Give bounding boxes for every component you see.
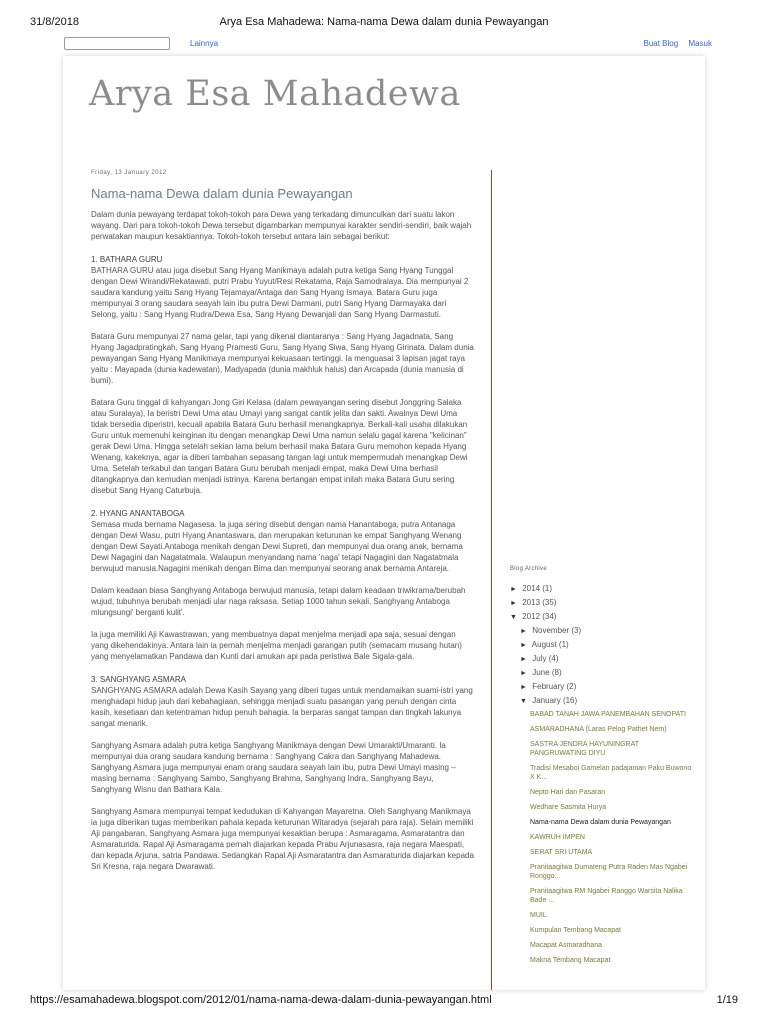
toggle-arrow-icon[interactable]: ▼	[520, 698, 527, 705]
print-footer	[30, 994, 738, 1008]
archive-post-link[interactable]: Pranitaagitwa RM Ngabei Ranggo Warsita Nalika Bade ...	[530, 888, 683, 904]
archive-post-current[interactable]: Nama-nama Dewa dalam dunia Pewayangan	[530, 819, 671, 826]
archive-post-link[interactable]: Pranitaagitwa Dumateng Putra Raden Mas Ngabei Ronggo...	[530, 864, 688, 880]
post-paragraph: Batara Guru tinggal di kahyangan Jong Giri Kelasa (dalam pewayangan sering disebut Jonggring Salaka atau Suralaya), Ia beristri Dewi Uma atau Umayi yang sangat cantik jelita dan sakti. Awalnya Dewi Uma tidak bersedia diperistri, kecuali apabila Batara Guru berhasil menangkapnya. Berkali-kali usaha dilakukan Guru untuk memenuhi keinginan itu dengan menangkap Dewi Uma namun selalu gagal karena "kelicinan" gerak Dewi Uma. Hingga setelah sekian lama belum berhasil maka Batara Guru memohon kepada Hyang Wenang, kakeknya, agar ia diberi tambahan sepasang tangan lagi untuk mempermudah menangkap Dewi Uma. Setelah terkabul dan tangan Batara Guru berubah menjadi empat, maka Dewi Uma berhasil ditangkapnya dan kemudian menjadi istrinya. Karena bertangan empat inilah maka Batara Guru sering disebut Sang Hyang Caturbuja.	[91, 398, 468, 495]
archive-months	[510, 624, 695, 708]
archive-month-label[interactable]: June	[532, 668, 550, 677]
post-paragraph: Sanghyang Asmara adalah putra ketiga Sanghyang Manikmaya dengan Dewi Umarakti/Umaranti. Ia mempunyai dua orang saudara kandung bernama : Sanghyang Cakra dan Sanghyang Mahadewa. Sanghyang Asmara juga mempunyai enam orang saudara seayah lain ibu, putra Dewi Umayi masing – masing bernama : Sanghyang Sambo, Sanghyang Brahma, Sanghyang Indra, Sanghyang Bayu, Sanghyang Wisnu dan Bathara Kala.	[91, 741, 456, 794]
archive-year-label[interactable]: 2014	[522, 584, 541, 593]
navbar-search-input[interactable]	[64, 37, 170, 50]
archive-count: (35)	[542, 598, 557, 607]
blogger-navbar	[56, 34, 712, 54]
print-page-number: 1/19	[716, 994, 738, 1006]
archive-post-list	[510, 710, 695, 965]
archive-post-link[interactable]: SERAT SRI UTAMA	[530, 849, 593, 856]
archive-post-link[interactable]: Macapat Asmaradhana	[530, 942, 602, 949]
post-paragraph: SANGHYANG ASMARA adalah Dewa Kasih Sayang yang diberi tugas untuk mendamaikan suami-istri yang menghadapi hidup jauh dari kebahagiaan, sehingga menjadi suatu pasangan yang penuh dengan cinta kasih, kesetiaan dan ketentraman hidup penuh bahagia. Ia berparas sangat tampan dan tingkah lakunya sangat menarik.	[91, 686, 473, 728]
archive-month-label[interactable]: November	[532, 626, 570, 635]
archive-year-label[interactable]: 2012	[522, 612, 541, 621]
archive-year-label[interactable]: 2013	[522, 598, 541, 607]
toggle-arrow-icon[interactable]: ►	[520, 642, 527, 649]
section-heading: 1. BATHARA GURU	[91, 255, 163, 264]
archive-count: (2)	[566, 682, 577, 691]
archive-heading: Blog Archive	[510, 566, 547, 572]
blog-post	[91, 170, 475, 883]
archive-post-link[interactable]: BABAD TANAH JAWA PANEMBAHAN SENOPATI	[530, 711, 686, 718]
archive-month[interactable]	[520, 652, 695, 666]
print-date: 31/8/2018	[30, 16, 79, 28]
archive-post-link[interactable]: Makna Tembang Macapat	[530, 957, 611, 964]
archive-count: (3)	[571, 626, 582, 635]
toggle-arrow-icon[interactable]: ►	[520, 628, 527, 635]
section-heading: 2. HYANG ANANTABOGA	[91, 509, 185, 518]
post-date: Friday, 13 January 2012	[91, 170, 167, 176]
print-title: Arya Esa Mahadewa: Nama-nama Dewa dalam dunia Pewayangan	[219, 16, 549, 28]
post-title[interactable]: Nama-nama Dewa dalam dunia Pewayangan	[91, 186, 353, 201]
archive-post-link[interactable]: Wedhare Sasmita Hurya	[530, 804, 607, 811]
print-url: https://esamahadewa.blogspot.com/2012/01/nama-nama-dewa-dalam-dunia-pewayangan.html	[30, 994, 492, 1006]
archive-count: (4)	[548, 654, 559, 663]
archive-month[interactable]	[520, 638, 695, 652]
archive-month-label[interactable]: July	[532, 654, 547, 663]
archive-post-link[interactable]: KAWRUH IMPEN	[530, 834, 585, 841]
archive-post-link[interactable]: ASMARADHANA (Laras Pelog Pathet Nem)	[530, 726, 667, 733]
create-blog-link[interactable]: Buat Blog	[643, 39, 679, 48]
archive-month-label[interactable]: August	[531, 640, 557, 649]
print-header	[30, 16, 738, 30]
archive-month[interactable]	[520, 666, 695, 680]
archive-year-2012[interactable]	[510, 610, 695, 624]
post-paragraph: Semasa muda bernama Nagasesa. Ia juga sering disebut dengan nama Hanantaboga, putra Antanaga dengan Dewi Wasu, putri Hyang Anantaswara, dan merupakan keturunan ke empat Sanghyang Wenang dengan Dewi Sayati.Antaboga menikah dengan Dewi Supreti, dan mempunyai dua orang anak, bernama Dewi Nagagini dan Nagatatmala. Walaupun menyandang nama 'naga' tetapi Nagagini dan Nagatatmala berwujud manusia.Nagagini menikah dengan Bima dan mempunyai seorang anak bernama Antareja.	[91, 520, 463, 573]
archive-count: (1)	[558, 640, 569, 649]
toggle-arrow-icon[interactable]: ►	[510, 600, 517, 607]
archive-month[interactable]	[520, 680, 695, 694]
blog-archive-sidebar	[510, 566, 695, 971]
archive-post-link[interactable]: MUIL	[530, 912, 547, 919]
archive-count: (8)	[551, 668, 562, 677]
post-paragraph: Batara Guru mempunyai 27 nama gelar, tapi yang dikenal diantaranya : Sang Hyang Jagadnata, Sang Hyang Jagadpratingkah, Sang Hyang Pramesti Guru, Sang Hyang Siwa, Sang Hyang Girinata. Dalam dunia pewayangan Sang Hyang Manikmaya mempunyai kekuasaan tertinggi. Ia menguasai 3 lapisan jagat raya yaitu : Mayapada (dunia kadewatan), Madyapada (dunia makhluk halus) dan Arcapada (dunia manusia di bumi).	[91, 332, 474, 385]
post-body	[91, 209, 475, 872]
archive-post-link[interactable]: SASTRA JENDRA HAYUNINGRAT PANGRUWATING DIYU	[530, 741, 639, 757]
archive-count: (34)	[542, 612, 557, 621]
toggle-arrow-icon[interactable]: ►	[520, 684, 527, 691]
post-paragraph: Dalam keadaan biasa Sanghyang Antaboga berwujud manusia, tetapi dalam keadaan triwikrama/berubah wujud, tubuhnya berubah menjadi ular naga raksasa. Setiap 1000 tahun sekali, Sanghyang Antaboga mlungsungi' berganti kulit'.	[91, 586, 466, 617]
archive-post-link[interactable]: Kumpulan Tembang Macapat	[530, 927, 621, 934]
toggle-arrow-icon[interactable]: ►	[520, 656, 527, 663]
intro-paragraph: Dalam dunia pewayang terdapat tokoh-tokoh para Dewa yang terkadang dimunculkan dari suatu lakon wayang. Dari para tokoh-tokoh Dewa tersebut digambarkan mempunyai karakter sendiri-sendiri, baik wajah perwatakan maupun kesaktiannya. Tokoh-tokoh tersebut antara lain sebagai berikut:	[91, 210, 472, 241]
column-divider	[491, 170, 492, 990]
blog-title[interactable]: Arya Esa Mahadewa	[89, 74, 461, 114]
navbar-more-link[interactable]: Lainnya	[190, 39, 219, 48]
archive-month-label[interactable]: January	[532, 696, 561, 705]
archive-post-link[interactable]: Nepto Hari dan Pasaran	[530, 789, 606, 796]
archive-month-label[interactable]: February	[532, 682, 565, 691]
post-paragraph: Sanghyang Asmara mempunyai tempat kedudukan di Kahyangan Mayaretna. Oleh Sanghyang Manikmaya ia juga diberikan tugas memberikan pahala kepada keturunan Witaradya (sejarah para raja). Selain memiliki Aji pangabaran, Sanghyang Asmara juga mempunyai kesaktian berupa : Asmaragama, Asmaratantra dan Asmaraturida. Rapal Aji Asmaragama pernah diajarkan kepada Prabu Arjunasasra, raja negara Maespati, dan kepada Arjuna, satria Pandawa. Sedangkan Rapal Aji Asmaratantra dan Asmaraturida diajarkan kepada Sri Kresna, raja negara Dwarawati.	[91, 807, 474, 871]
sign-in-link[interactable]: Masuk	[688, 39, 712, 48]
archive-count: (1)	[542, 584, 553, 593]
archive-month[interactable]	[520, 624, 695, 638]
toggle-arrow-icon[interactable]: ►	[520, 670, 527, 677]
archive-year-2014[interactable]	[510, 582, 695, 596]
section-heading: 3. SANGHYANG ASMARA	[91, 675, 186, 684]
post-paragraph: Ia juga memiliki Aji Kawastrawan, yang membuatnya dapat menjelma menjadi apa saja, sesuai dengan yang dikehendakinya. Antara lain ia pernah menjelma menjadi garangan putih (semacam musang hutan) yang menyelamatkan Pandawa dan Kunti dari amukan api pada peristiwa Bale Sigala-gala.	[91, 630, 462, 661]
toggle-arrow-icon[interactable]: ►	[510, 586, 517, 593]
archive-month[interactable]	[520, 694, 695, 708]
archive-count: (16)	[562, 696, 578, 705]
toggle-arrow-icon[interactable]: ▼	[510, 614, 517, 621]
navbar-actions	[636, 39, 713, 48]
post-paragraph: BATHARA GURU atau juga disebut Sang Hyang Manikmaya adalah putra ketiga Sang Hyang Tunggal dengan Dewi Wirandi/Rekatawati, putri Prabu Yuyut/Resi Rekatama, Raja Samodralaya. Dia mempunyai 2 saudara kandung yaitu Sang Hyang Tejamaya/Antaga dan Sang Hyang Ismaya. Batara Guru juga mempunyai 3 orang saudara seayah lain ibu putra Dewi Darmani, putri Sang Hyang Darmayaka dari Selong, yaitu : Sang Hyang Rudra/Dewa Esa, Sang Hyang Dewanjali dan Sang Hyang Darmastuti.	[91, 266, 469, 319]
archive-year-2013[interactable]	[510, 596, 695, 610]
archive-post-link[interactable]: Tradisi Mesaboi Gamelan padajaman Paku Buwono X K...	[530, 765, 692, 781]
blog-content-panel	[63, 56, 705, 990]
